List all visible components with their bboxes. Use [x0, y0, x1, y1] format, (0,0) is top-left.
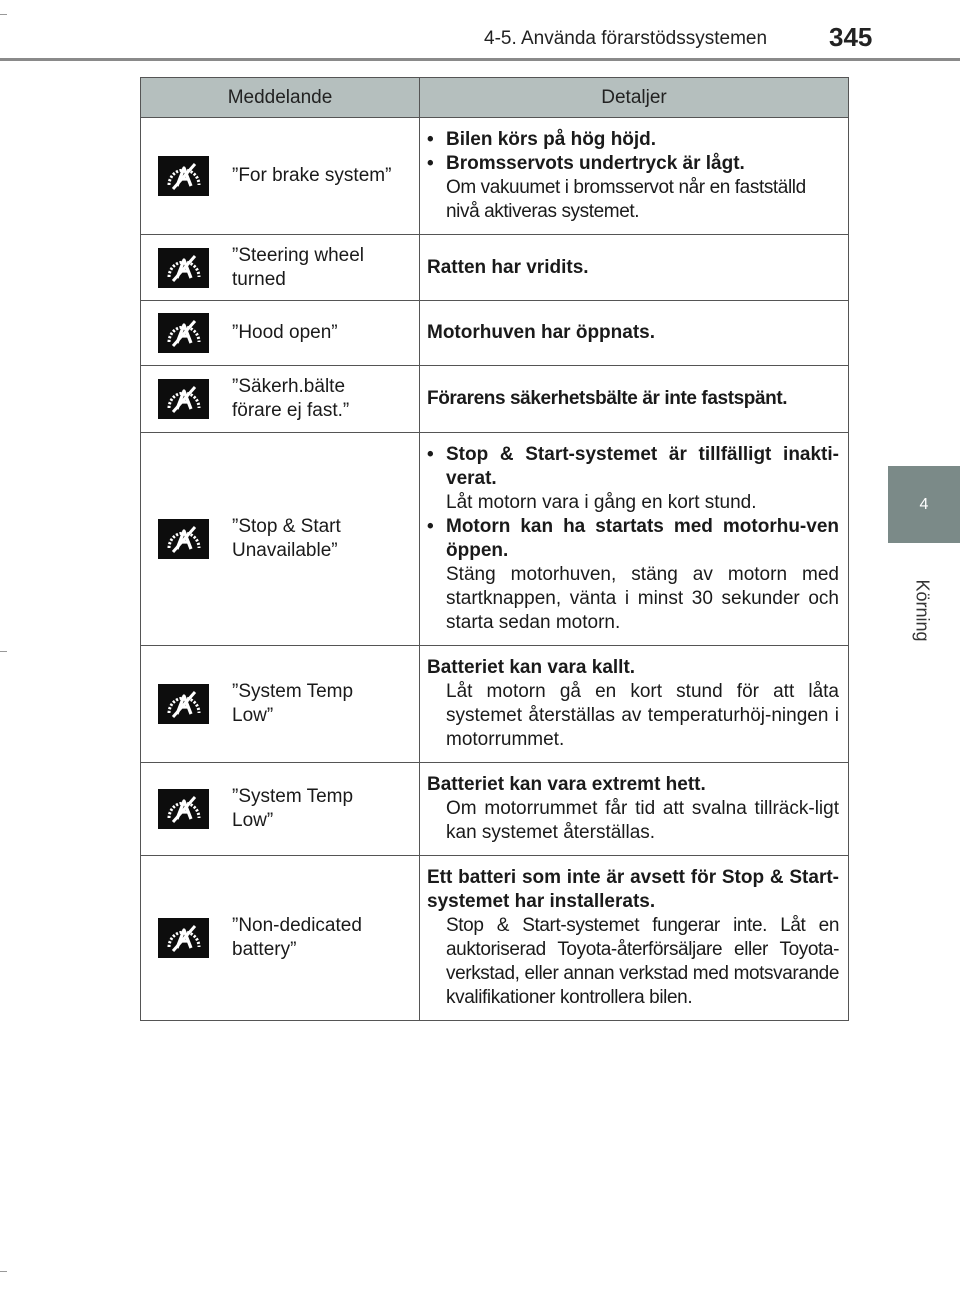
auto-stop-start-warning-icon	[158, 313, 209, 353]
detail-text: Förarens säkerhetsbälte är inte fastspänt.	[427, 388, 788, 409]
auto-stop-start-warning-icon	[158, 684, 209, 724]
chapter-tab-label: Körning	[912, 579, 933, 642]
detail-cell	[420, 856, 849, 1021]
table-row	[141, 856, 849, 1021]
column-header-message: Meddelande	[141, 78, 420, 118]
table-row	[141, 646, 849, 763]
detail-bullet: • Bromsservots undertryck är lågt.	[427, 153, 745, 174]
message-text: ”Non-dedicated battery”	[232, 915, 362, 960]
crop-mark	[0, 14, 7, 15]
auto-stop-start-warning-icon	[158, 379, 209, 419]
table-row	[141, 763, 849, 856]
message-text: ”Stop & Start Unavailable”	[232, 516, 341, 561]
message-text: ”For brake system”	[232, 165, 392, 186]
message-cell	[141, 235, 420, 301]
header-rule	[0, 58, 960, 61]
detail-cell	[420, 366, 849, 433]
detail-title: Batteriet kan vara kallt.	[427, 657, 636, 678]
table-row	[141, 235, 849, 301]
detail-note: Stäng motorhuven, stäng av motorn med startknappen, vänta i minst 30 sekunder och starta sedan motorn.	[446, 564, 839, 633]
message-text: ”System Temp Low”	[232, 786, 354, 831]
message-cell	[141, 118, 420, 235]
detail-text: Ratten har vridits.	[427, 256, 589, 278]
table-row	[141, 301, 849, 366]
auto-stop-start-warning-icon	[158, 789, 209, 829]
detail-note: Låt motorn vara i gång en kort stund.	[446, 492, 757, 513]
column-header-details: Detaljer	[420, 78, 849, 118]
auto-stop-start-warning-icon	[158, 248, 209, 288]
detail-note: Stop & Start-systemet fungerar inte. Låt en auktoriserad Toyota-återförsäljare eller Toyota-verkstad, eller annan verkstad med motsvarande kvalifikationer kontrollera bilen.	[446, 915, 839, 1008]
message-cell	[141, 646, 420, 763]
message-text: ”Hood open”	[232, 322, 338, 343]
table-row	[141, 433, 849, 646]
message-table	[140, 77, 849, 1021]
auto-stop-start-warning-icon	[158, 918, 209, 958]
message-cell	[141, 301, 420, 366]
table-header-row	[141, 78, 849, 118]
detail-note: Om motorrummet får tid att svalna tillräck-ligt kan systemet återställas.	[446, 798, 839, 843]
message-cell	[141, 366, 420, 433]
detail-bullet: • Motorn kan ha startats med motorhu-ven öppen.	[427, 516, 839, 561]
detail-cell	[420, 646, 849, 763]
crop-mark	[0, 1271, 7, 1272]
detail-bullet: • Stop & Start-systemet är tillfälligt inakti-verat.	[427, 444, 839, 489]
message-text: ”System Temp Low”	[232, 681, 354, 726]
message-cell	[141, 433, 420, 646]
message-cell	[141, 763, 420, 856]
message-text: ”Steering wheel turned	[232, 244, 365, 290]
chapter-title: 4-5. Använda förarstödssystemen	[484, 28, 768, 49]
crop-mark	[0, 651, 7, 652]
chapter-tab-number: 4	[919, 495, 929, 513]
table-row	[141, 366, 849, 433]
message-text: ”Säkerh.bälte förare ej fast.”	[232, 376, 350, 421]
chapter-tab	[888, 466, 960, 543]
detail-cell	[420, 235, 849, 301]
detail-title: Batteriet kan vara extremt hett.	[427, 774, 706, 795]
detail-text: Motorhuven har öppnats.	[427, 322, 655, 343]
detail-cell	[420, 763, 849, 856]
detail-bullet: • Bilen körs på hög höjd.	[427, 129, 657, 150]
message-cell	[141, 856, 420, 1021]
detail-title: Ett batteri som inte är avsett för Stop & Start-systemet har installerats.	[427, 867, 839, 912]
table-row	[141, 118, 849, 235]
page-number: 345	[829, 22, 873, 52]
auto-stop-start-warning-icon	[158, 519, 209, 559]
detail-cell	[420, 301, 849, 366]
detail-cell	[420, 118, 849, 235]
detail-note: Om vakuumet i bromsservot når en fastställd nivå aktiveras systemet.	[446, 177, 806, 222]
detail-cell	[420, 433, 849, 646]
detail-note: Låt motorn gå en kort stund för att låta systemet återställas av temperaturhöj-ningen i motorrummet.	[446, 681, 839, 750]
auto-stop-start-warning-icon	[158, 156, 209, 196]
